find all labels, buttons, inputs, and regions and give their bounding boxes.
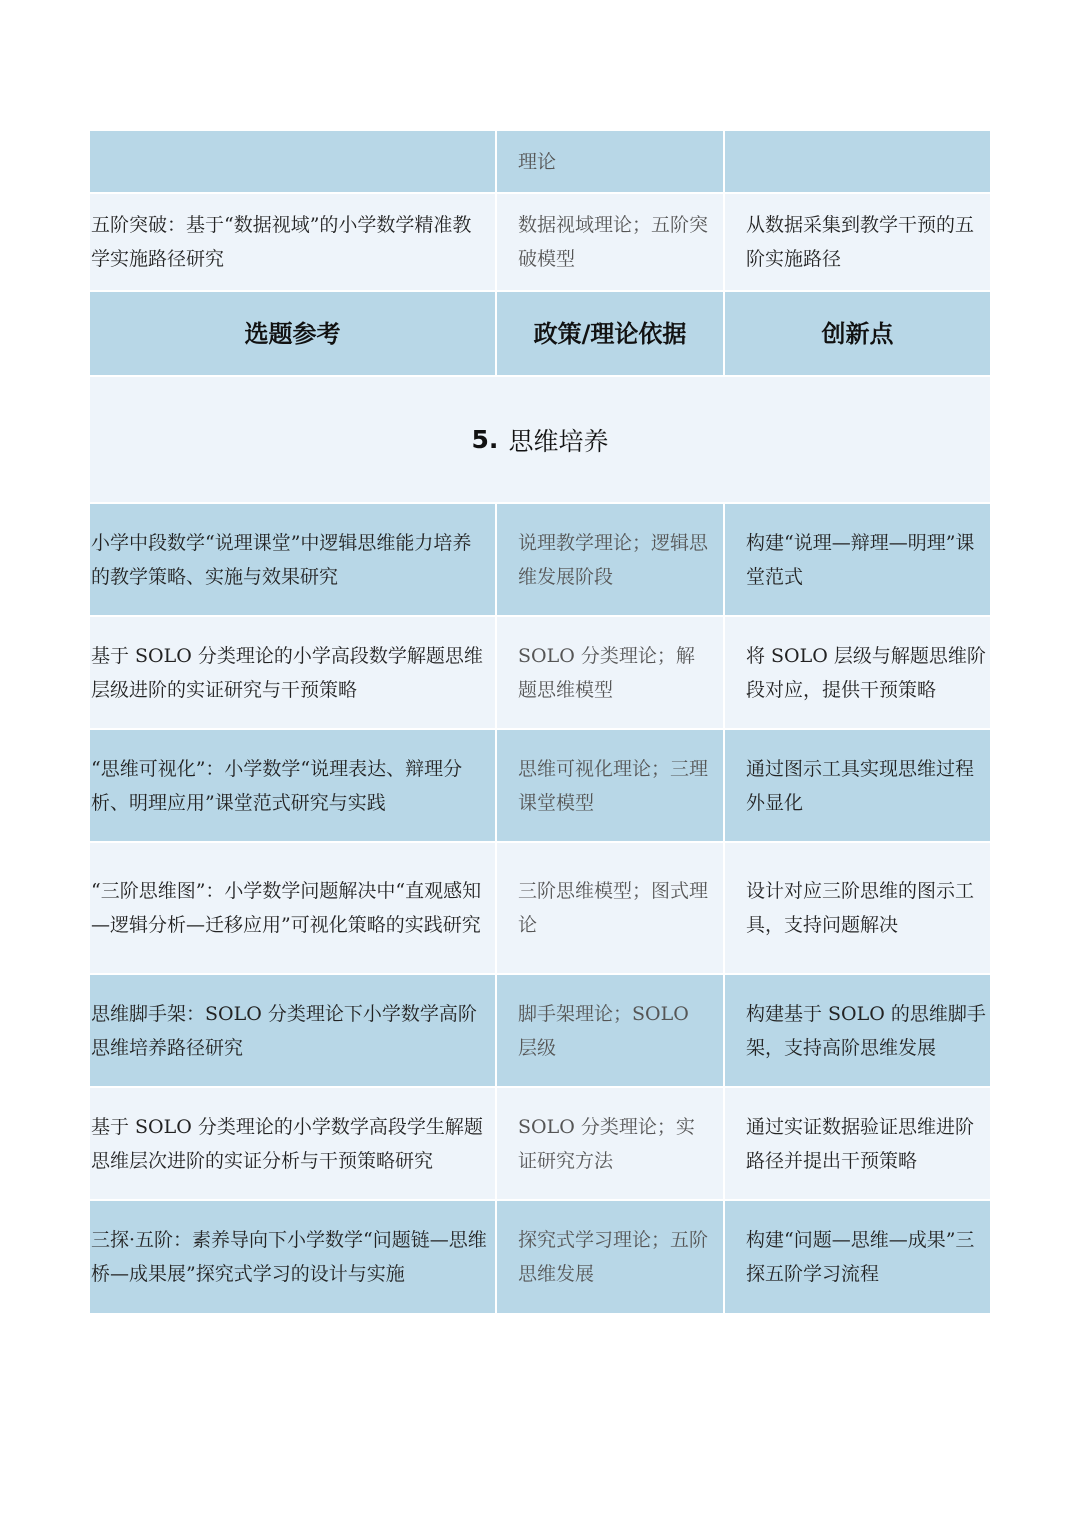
innovation-cell: 从数据采集到教学干预的五阶实施路径 xyxy=(746,214,975,270)
table-row xyxy=(90,131,990,194)
topic-cell: “三阶思维图”：小学数学问题解决中“直观感知—逻辑分析—迁移应用”可视化策略的实践研究 xyxy=(90,843,497,973)
innovation-cell: 设计对应三阶思维的图示工具，支持问题解决 xyxy=(746,880,975,936)
basis-cell: SOLO 分类理论；实证研究方法 xyxy=(497,1088,725,1199)
header-basis: 政策/理论依据 xyxy=(497,292,725,375)
topic-cell xyxy=(90,131,497,192)
basis-cell: 说理教学理论；逻辑思维发展阶段 xyxy=(497,504,725,615)
table-row xyxy=(90,730,990,843)
topic-cell: 基于 SOLO 分类理论的小学数学高段学生解题思维层次进阶的实证分析与干预策略研究 xyxy=(90,1088,497,1199)
table-row xyxy=(90,843,990,975)
innovation-cell: 将 SOLO 层级与解题思维阶段对应，提供干预策略 xyxy=(746,644,986,701)
header-topic: 选题参考 xyxy=(90,292,497,375)
header-innovation: 创新点 xyxy=(821,319,894,348)
innovation-cell: 构建“说理—辩理—明理”课堂范式 xyxy=(746,531,975,588)
innovation-cell: 构建“问题—思维—成果”三探五阶学习流程 xyxy=(746,1229,975,1285)
table-header xyxy=(90,292,990,377)
section-number: 5. xyxy=(471,425,499,454)
topic-cell: 小学中段数学“说理课堂”中逻辑思维能力培养的教学策略、实施与效果研究 xyxy=(90,504,497,615)
table-row xyxy=(90,504,990,617)
basis-cell: 脚手架理论；SOLO 层级 xyxy=(497,975,725,1086)
basis-cell: 数据视域理论；五阶突破模型 xyxy=(497,194,725,290)
basis-cell: 思维可视化理论；三理课堂模型 xyxy=(497,730,725,841)
innovation-cell: 通过图示工具实现思维过程外显化 xyxy=(746,757,975,814)
table-row xyxy=(90,194,990,292)
table-row xyxy=(90,975,990,1088)
section-heading xyxy=(90,377,990,504)
basis-cell: 理论 xyxy=(497,131,725,192)
basis-cell: SOLO 分类理论；解题思维模型 xyxy=(497,617,725,728)
innovation-cell xyxy=(725,131,990,192)
topic-cell: “思维可视化”：小学数学“说理表达、辩理分析、明理应用”课堂范式研究与实践 xyxy=(90,730,497,841)
section-title: 思维培养 xyxy=(508,426,609,456)
innovation-cell: 构建基于 SOLO 的思维脚手架，支持高阶思维发展 xyxy=(746,1002,986,1059)
topic-cell: 思维脚手架：SOLO 分类理论下小学数学高阶思维培养路径研究 xyxy=(90,975,497,1086)
innovation-cell: 通过实证数据验证思维进阶路径并提出干预策略 xyxy=(746,1115,975,1172)
topic-cell: 基于 SOLO 分类理论的小学高段数学解题思维层级进阶的实证研究与干预策略 xyxy=(90,617,497,728)
table-row xyxy=(90,617,990,730)
topic-cell: 五阶突破：基于“数据视域”的小学数学精准教学实施路径研究 xyxy=(90,194,497,290)
basis-cell: 三阶思维模型；图式理论 xyxy=(497,843,725,973)
topic-table xyxy=(90,131,990,1313)
topic-cell: 三探·五阶：素养导向下小学数学“问题链—思维桥—成果展”探究式学习的设计与实施 xyxy=(90,1201,497,1313)
basis-cell: 探究式学习理论；五阶思维发展 xyxy=(497,1201,725,1313)
table-row xyxy=(90,1201,990,1313)
table-row xyxy=(90,1088,990,1201)
